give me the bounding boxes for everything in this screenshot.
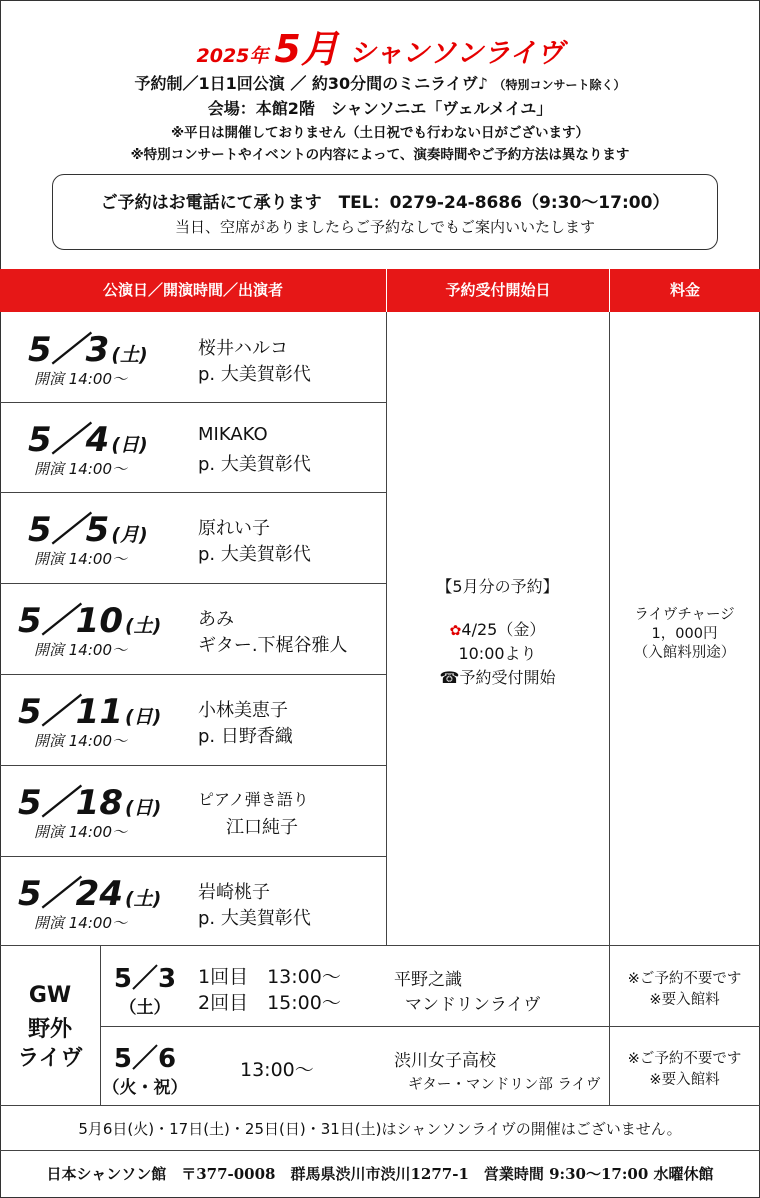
price-note: （入館料別途） [633, 645, 736, 661]
start-time: 開演 14:00～ [34, 641, 127, 659]
booking-phone-line: ご予約はお電話にて承ります TEL：0279-24-8686（9:30～17:00） [100, 193, 670, 213]
walkin-line: 当日、空席がありましたらご予約なしでもご案内いいたします [174, 218, 595, 236]
price-amount: 1，000円 [651, 626, 718, 642]
section-divider [0, 1105, 760, 1106]
gw-date: 5／6 [113, 1044, 177, 1074]
accompanist: p. 大美賀彰代 [198, 908, 311, 929]
weekday-note: ※平日は開催しておりません（土日祝でも行わない日がございます） [170, 125, 590, 141]
title-name: シャンソンライヴ [348, 38, 564, 69]
title-year: 2025年 [196, 45, 269, 67]
start-time: 開演 14:00～ [34, 823, 127, 841]
table-row [0, 856, 386, 946]
phone-icon: ☎ [439, 668, 460, 687]
accompanist: p. 大美賀彰代 [198, 364, 311, 385]
header-performance: 公演日／開演時間／出演者 [102, 281, 283, 299]
performer: 小林美恵子 [198, 700, 288, 721]
accompanist: 江口純子 [226, 817, 298, 838]
venue-line: 会場：本館2階 シャンソニエ「ヴェルメイユ」 [207, 99, 553, 118]
date-text: 5／5 [28, 510, 110, 550]
reservation-start-text: 予約受付開始 [459, 668, 556, 687]
gw-weekday: （火・祝） [102, 1078, 188, 1098]
gw-program: マンドリンライヴ [405, 995, 541, 1015]
gw-performer: 平野之識 [394, 970, 462, 990]
table-row [0, 674, 386, 764]
date-text: 5／3 [28, 330, 110, 370]
reservation-start [386, 665, 609, 688]
performance-date [18, 866, 161, 915]
gw-note: ※ご予約不要です [627, 1051, 742, 1067]
start-time: 開演 14:00～ [34, 732, 127, 750]
no-show-notice: 5月6日(火)・17日(土)・25日(日)・31日(土)はシャンソンライヴの開催はございません。 [78, 1120, 682, 1138]
page-title [0, 18, 760, 71]
weekday-text: (土) [124, 888, 162, 910]
performer: MIKAKO [198, 424, 268, 445]
footer-address: 日本シャンソン館 〒377-0008 群馬県渋川市渋川1277-1 営業時間 9:30～17:00 水曜休館 [46, 1165, 714, 1183]
footer-divider [0, 1150, 760, 1151]
weekday-text: (月) [111, 524, 148, 546]
date-text: 5／11 [18, 692, 123, 732]
start-time: 開演 14:00～ [34, 550, 127, 568]
header-reservation-start: 予約受付開始日 [445, 281, 551, 299]
table-row [0, 312, 386, 402]
gw-weekday: （土） [119, 998, 171, 1018]
performance-date [28, 322, 148, 371]
header-price: 料金 [669, 281, 700, 299]
weekday-text: (土) [111, 344, 148, 366]
accompanist: p. 大美賀彰代 [198, 454, 311, 475]
info-line-1 [0, 71, 760, 94]
accompanist: p. 日野香織 [198, 726, 293, 747]
flower-icon: ✿ [449, 623, 462, 639]
gw-time: 1回目 13:00～ [198, 966, 341, 988]
table-row [0, 492, 386, 582]
price-label: ライヴチャージ [634, 607, 735, 623]
gw-note: ※ご予約不要です [627, 971, 742, 987]
info-line-1-note: （特別コンサート除く） [493, 78, 626, 92]
gw-label-live: ライヴ [17, 1046, 83, 1071]
accompanist: ギター.下梶谷雅人 [198, 635, 348, 656]
gw-note: ※要入館料 [649, 1072, 720, 1088]
booking-box [52, 174, 718, 250]
date-text: 5／18 [18, 783, 123, 823]
special-concert-note: ※特別コンサートやイベントの内容によって、演奏時間やご予約方法は異なります [130, 147, 630, 163]
table-header [0, 269, 760, 312]
reservation-time: 10:00より [458, 644, 537, 663]
title-month: 5月 [274, 27, 339, 71]
start-time: 開演 14:00～ [34, 460, 127, 478]
weekday-text: (日) [124, 797, 162, 819]
table-row [0, 583, 386, 673]
start-time: 開演 14:00～ [34, 914, 127, 932]
gw-time: 2回目 15:00～ [198, 992, 341, 1014]
table-row [0, 765, 386, 855]
reservation-date [386, 617, 609, 640]
gw-time: 13:00～ [240, 1059, 314, 1081]
reservation-date-text: 4/25（金） [461, 620, 546, 639]
gw-label: GW [28, 983, 72, 1008]
performance-date [28, 502, 148, 551]
accompanist: p. 大美賀彰代 [198, 544, 311, 565]
weekday-text: (日) [111, 434, 148, 456]
performance-date [18, 684, 161, 733]
performer: 岩崎桃子 [198, 882, 270, 903]
weekday-text: (土) [124, 615, 162, 637]
performance-date [18, 593, 161, 642]
reservation-heading: 【5月分の予約】 [436, 577, 559, 596]
table-row [0, 402, 386, 492]
gw-date: 5／3 [113, 964, 177, 994]
info-line-1-text: 予約制／1日1回公演 ／ 約30分間のミニライヴ♪ [134, 74, 488, 93]
performance-date [28, 412, 148, 461]
date-text: 5／10 [18, 601, 123, 641]
start-time: 開演 14:00～ [34, 370, 127, 388]
performer: 桜井ハルコ [198, 338, 288, 359]
weekday-text: (日) [124, 706, 162, 728]
gw-row-divider [100, 1026, 760, 1027]
performer: 原れい子 [198, 518, 270, 539]
performer: あみ [198, 609, 234, 630]
performance-date [18, 775, 161, 824]
date-text: 5／4 [28, 420, 110, 460]
gw-note: ※要入館料 [649, 992, 720, 1008]
performer: ピアノ弾き語り [198, 790, 309, 809]
date-text: 5／24 [18, 874, 123, 914]
gw-program: ギター・マンドリン部 ライヴ [408, 1077, 601, 1093]
gw-label-outdoor: 野外 [27, 1017, 72, 1042]
gw-performer: 渋川女子高校 [394, 1051, 496, 1071]
